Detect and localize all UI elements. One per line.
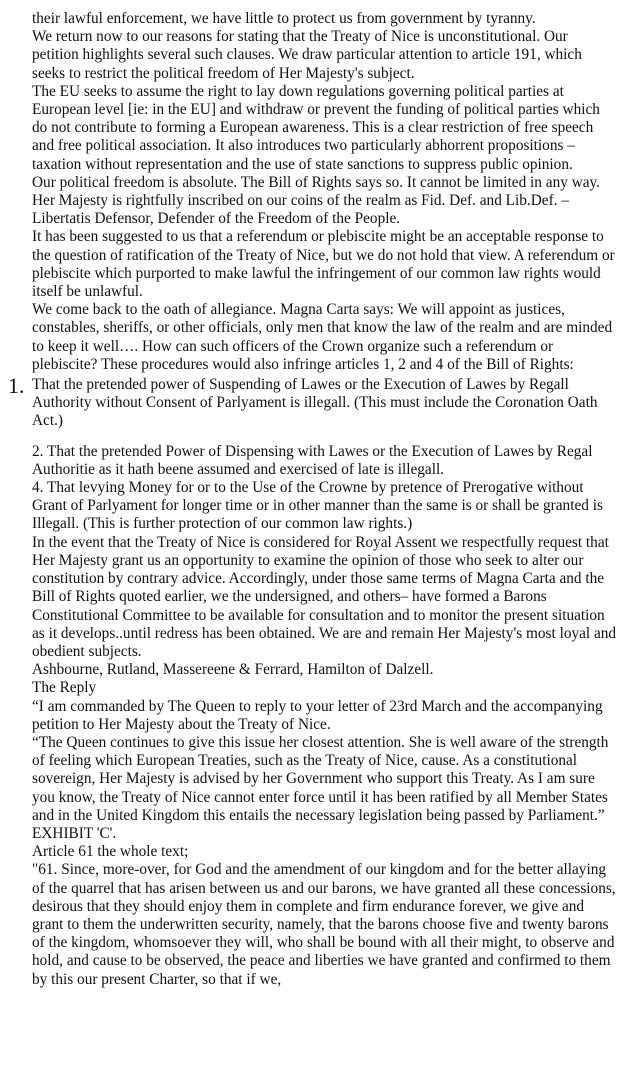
ordered-list-item <box>8 373 618 431</box>
paragraph-dispensing-lawes: 2. That the pretended Power of Dispensing with Lawes or the Execution of Lawes by Regal Authoritie as it hath beene assumed and exercised of late is illegall. <box>32 442 593 478</box>
list-item-text: That the pretended power of Suspending of Lawes or the Execution of Lawes by Regall Authority without Consent of Parlyament is illegall. (This must include the Coronation Oath Act.) <box>32 376 598 430</box>
section-heading-reply: The Reply <box>32 679 97 697</box>
article-61-text: "61. Since, more-over, for God and the amendment of our kingdom and for the better allaying of the quarrel that has arisen between us and our barons, we have granted all these concessions, desirous that they should enjoy them in complete and firm endurance forever, we give and grant to them the underwritten security, namely, that the barons choose five and twenty barons of the kingdom, whomsoever they will, who shall be bound with all their might, to observe and hold, and cause to be observed, the peace and liberties we have granted and confirmed to them by this our present Charter, so that if we, <box>32 861 616 988</box>
exhibit-heading: EXHIBIT 'C'. <box>32 824 117 842</box>
reply-paragraph-1: “I am commanded by The Queen to reply to your letter of 23rd March and the accompanying petition to Her Majesty about the Treaty of Nice. <box>32 697 603 733</box>
paragraph-referendum: It has been suggested to us that a referendum or plebiscite might be an acceptable response to the question of ratification of the Treaty of Nice, but we do not hold that view. A referendum or plebiscite which purported to make lawful the infringement of our common law rights would itself be unlawful. <box>32 228 615 301</box>
article-heading: Article 61 the whole text; <box>32 843 189 861</box>
paragraph-eu-regulations: The EU seeks to assume the right to lay down regulations governing political parties at European level [ie: in the EU] and withdraw or prevent the funding of political parties which do not contribute to forming a European awareness. This is a clear restriction of free speech and free political association. It also introduces two particularly abhorrent propositions – taxation without representation and the use of state sanctions to suppress public opinion. <box>32 82 600 173</box>
list-item-number: 1. <box>8 373 25 399</box>
paragraph-unconstitutional: We return now to our reasons for stating that the Treaty of Nice is unconstitutional. Our petition highlights several such clauses. We draw particular attention to article 191, which seeks to restrict the political freedom of Her Majesty's subject. <box>32 28 582 82</box>
paragraph-royal-assent: In the event that the Treaty of Nice is considered for Royal Assent we respectfully request that Her Majesty grant us an opportunity to examine the opinion of those who seek to alter our constitution by contrary advice. Accordingly, under those same terms of Magna Carta and the Bill of Rights quoted earlier, we the undersigned, and others– have formed a Barons Constitutional Committee to be available for consultation and to monitor the present situation as it develops..until redress has been obtained. We are and remain Her Majesty's most loyal and obedient subjects. <box>32 533 617 660</box>
signatories: Ashbourne, Rutland, Massereene & Ferrard, Hamilton of Dalzell. <box>32 661 434 679</box>
paragraph-oath-of-allegiance: We come back to the oath of allegiance. Magna Carta says: We will appoint as justices, constables, sheriffs, or other officials, only men that know the law of the realm and are minded to keep it well…. How can such officers of the Crown organize such a referendum or plebiscite? These procedures would also infringe articles 1, 2 and 4 of the Bill of Rights: <box>32 301 613 373</box>
paragraph-levying-money: 4. That levying Money for or to the Use of the Crowne by pretence of Prerogative without Grant of Parlyament for longer time or in other manner than the same is or shall be granted is Illegall. (This is further protection of our common law rights.) <box>32 479 603 533</box>
paragraph-political-freedom: Our political freedom is absolute. The Bill of Rights says so. It cannot be limited in any way. Her Majesty is rightfully inscribed on our coins of the realm as Fid. Def. and Lib.Def. – Libertatis Defensor, Defender of the Freedom of the People. <box>32 173 601 228</box>
paragraph-enforcement: their lawful enforcement, we have little to protect us from government by tyranny. <box>32 10 536 27</box>
reply-paragraph-2: “The Queen continues to give this issue her closest attention. She is well aware of the strength of feeling which European Treaties, such as the Treaty of Nice, cause. As a constitutional sovereign, Her Majesty is advised by her Government who support this Treaty. As I am sure you know, the Treaty of Nice cannot enter force until it has been ratified by all Member States and in the United Kingdom this entails the necessary legislation being passed by Parliament.” <box>32 733 609 824</box>
